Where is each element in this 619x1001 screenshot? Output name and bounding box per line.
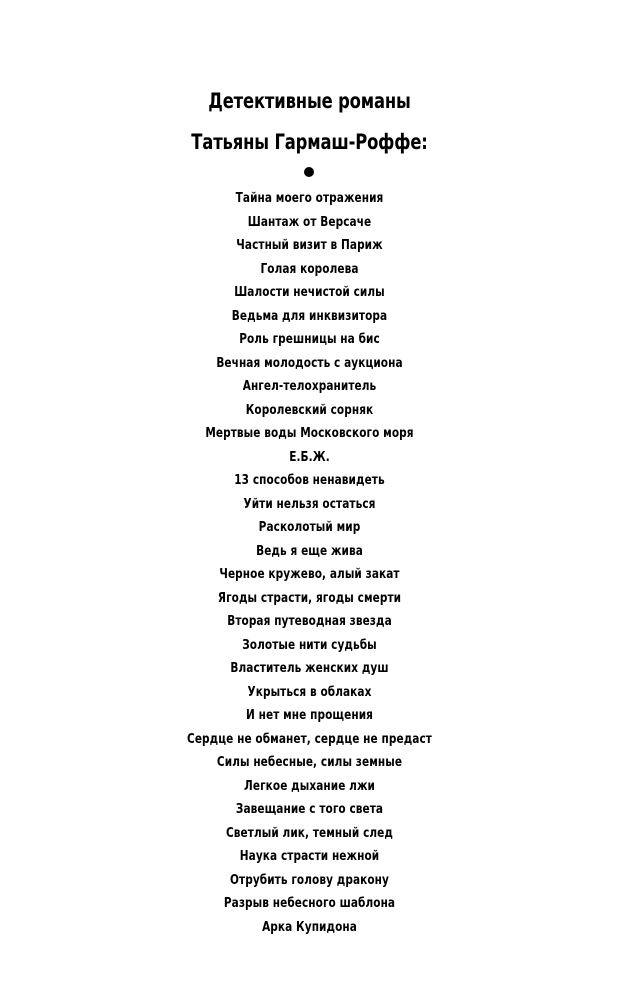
book-title: Ягоды страсти, ягоды смерти <box>217 589 402 606</box>
book-title: Частный визит в Париж <box>236 237 383 253</box>
heading-line-1: Детективные романы <box>208 89 411 113</box>
book-title: Светлый лик, темный след <box>226 824 393 841</box>
book-title: Шантаж от Версаче <box>247 213 372 230</box>
book-title: Расколотый мир <box>258 519 361 535</box>
book-title: Сердце не обманет, сердце не предаст <box>187 730 432 747</box>
book-title: Шалости нечистой силы <box>234 284 385 300</box>
book-title: 13 способов ненавидеть <box>234 472 385 488</box>
book-title: Черное кружево, алый закат <box>219 566 400 582</box>
book-title: Е.Б.Ж. <box>289 448 330 465</box>
book-title: И нет мне прощения <box>245 707 373 723</box>
heading-line-2: Татьяны Гармаш-Роффе: <box>191 130 428 154</box>
book-title: Уйти нельзя остаться <box>243 495 376 512</box>
book-title: Укрыться в облаках <box>247 683 372 700</box>
book-title: Золотые нити судьбы <box>242 636 377 653</box>
book-title: Тайна моего отражения <box>235 190 384 206</box>
book-title: Завещание с того света <box>235 801 384 817</box>
book-title: Вечная молодость с аукциона <box>216 354 403 371</box>
book-title: Легкое дыхание лжи <box>244 777 375 794</box>
book-title: Вторая путеводная звезда <box>227 613 392 629</box>
book-list <box>0 187 619 939</box>
book-title: Наука страсти нежной <box>239 848 380 864</box>
book-title: Отрубить голову дракону <box>230 871 389 888</box>
book-title: Разрыв небесного шаблона <box>223 895 396 911</box>
book-title: Мертвые воды Московского моря <box>205 425 414 441</box>
book-title: Роль грешницы на бис <box>239 331 380 347</box>
book-title: Ангел-телохранитель <box>242 378 377 394</box>
book-title: Голая королева <box>260 260 359 277</box>
book-title: Ведьма для инквизитора <box>231 307 388 324</box>
book-title: Королевский сорняк <box>245 401 374 418</box>
bullet-separator <box>304 167 314 177</box>
book-title: Силы небесные, силы земные <box>216 754 403 770</box>
book-title: Ведь я еще жива <box>256 542 363 559</box>
book-title: Властитель женских душ <box>230 660 389 676</box>
book-title: Арка Купидона <box>262 918 357 935</box>
